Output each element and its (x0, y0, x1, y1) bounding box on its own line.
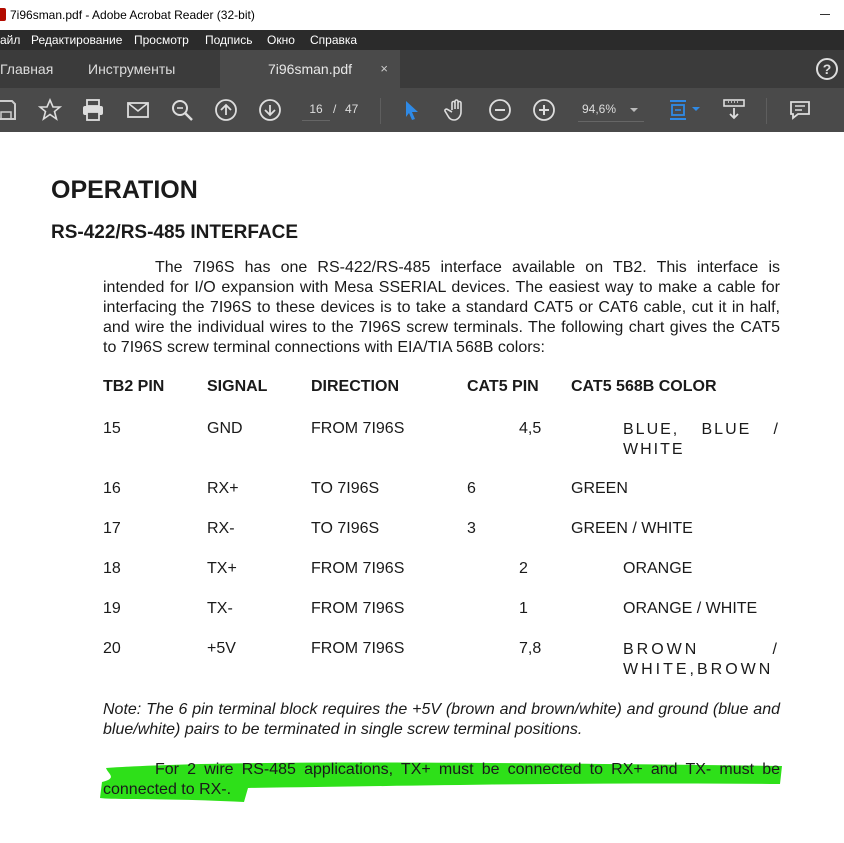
table-cell-color: BLUE, BLUE / WHITE (623, 421, 780, 458)
fit-page-icon[interactable] (666, 98, 690, 122)
table-header-direction: DIRECTION (311, 378, 399, 395)
table-cell-signal: TX- (207, 600, 233, 617)
table-cell-pin: 16 (103, 480, 121, 497)
tab-home[interactable] (0, 50, 72, 88)
table-cell-color: ORANGE (623, 560, 693, 577)
toolbar-divider (380, 98, 381, 124)
table-cell-signal: TX+ (207, 560, 237, 577)
zoom-out-icon[interactable] (488, 98, 512, 122)
zoom-level-select[interactable]: 94,6% (582, 102, 617, 116)
chevron-down-icon[interactable] (630, 108, 638, 112)
zoom-in-icon[interactable] (532, 98, 556, 122)
fit-dropdown-caret-icon[interactable] (692, 107, 700, 111)
print-icon[interactable] (81, 98, 105, 122)
table-cell-direction: FROM 7I96S (311, 640, 405, 657)
table-cell-color: GREEN / WHITE (571, 520, 693, 537)
page-number-input[interactable]: 16 (302, 98, 330, 121)
table-header-cat5-pin: CAT5 PIN (467, 378, 539, 395)
table-cell-cat5: 6 (467, 480, 476, 497)
acrobat-app-icon (0, 8, 6, 21)
table-cell-signal: RX+ (207, 480, 239, 497)
table-cell-signal: RX- (207, 520, 235, 537)
window-titlebar (0, 0, 844, 30)
select-arrow-icon[interactable] (400, 98, 424, 122)
table-cell-direction: TO 7I96S (311, 520, 380, 537)
table-cell-direction: FROM 7I96S (311, 420, 405, 437)
tab-tools[interactable] (88, 50, 208, 88)
menu-file[interactable]: айл (0, 33, 21, 47)
minimize-button[interactable] (820, 14, 830, 15)
table-cell-pin: 17 (103, 520, 121, 537)
scroll-mode-icon[interactable] (722, 98, 746, 122)
window-title: 7i96sman.pdf - Adobe Acrobat Reader (32-bit) (10, 8, 255, 22)
menu-edit[interactable]: Редактирование (31, 33, 123, 47)
section-heading: RS-422/RS-485 INTERFACE (51, 222, 299, 243)
comment-icon[interactable] (788, 98, 812, 122)
highlighted-paragraph: For 2 wire RS-485 applications, TX+ must be connected to RX+ and TX- must be connected to RX-. (103, 761, 780, 798)
tab-document-label: 7i96sman.pdf (268, 61, 353, 77)
menu-sign[interactable]: Подпись (205, 33, 253, 47)
menu-window[interactable]: Окно (267, 33, 295, 47)
table-cell-signal: +5V (207, 640, 236, 657)
table-cell-cat5: 3 (467, 520, 476, 537)
table-cell-cat5: 2 (519, 560, 528, 577)
menu-view[interactable]: Просмотр (134, 33, 189, 47)
table-cell-cat5: 7,8 (519, 640, 542, 657)
note-paragraph: Note: The 6 pin terminal block requires the +5V (brown and brown/white) and ground (blue and blue/white) pairs to be terminated in single screw terminal positions. (103, 701, 780, 738)
tab-home-label: Главная (0, 61, 54, 77)
mail-icon[interactable] (126, 98, 150, 122)
table-cell-pin: 19 (103, 600, 121, 617)
table-header-tb2-pin: TB2 PIN (103, 378, 165, 395)
save-icon[interactable] (0, 98, 18, 122)
page-total: 47 (345, 102, 359, 116)
page-up-icon[interactable] (214, 98, 238, 122)
table-cell-cat5: 4,5 (519, 420, 542, 437)
page-separator: / (333, 102, 337, 116)
table-cell-pin: 18 (103, 560, 121, 577)
table-cell-direction: FROM 7I96S (311, 560, 405, 577)
page-down-icon[interactable] (258, 98, 282, 122)
tab-bar (0, 50, 844, 88)
table-cell-signal: GND (207, 420, 243, 437)
close-tab-icon[interactable]: × (380, 61, 388, 76)
table-cell-direction: TO 7I96S (311, 480, 380, 497)
table-header-signal: SIGNAL (207, 378, 268, 395)
table-cell-color: ORANGE / WHITE (623, 600, 758, 617)
zoom-search-icon[interactable] (170, 98, 194, 122)
tab-document[interactable] (220, 50, 400, 88)
table-cell-color: GREEN (571, 480, 628, 497)
table-cell-cat5: 1 (519, 600, 528, 617)
intro-paragraph: The 7I96S has one RS-422/RS-485 interface available on TB2. This interface is intended for I/O expansion with Mesa SSERIAL devices. The easiest way to make a cable for interfacing the 7I96S to these devices is to take a standard CAT5 or CAT6 cable, cut it in half, and wire the individual wires to the 7I96S screw terminals. The following chart gives the CAT5 to 7I96S screw terminal connections with EIA/TIA 568B colors: (103, 259, 780, 356)
toolbar-divider (766, 98, 767, 124)
tab-tools-label: Инструменты (88, 61, 176, 77)
page-heading: OPERATION (51, 176, 198, 204)
table-cell-pin: 20 (103, 640, 121, 657)
table-cell-color: BROWN / WHITE,BROWN (623, 641, 780, 678)
pdf-page (0, 132, 844, 843)
table-cell-pin: 15 (103, 420, 121, 437)
help-icon[interactable]: ? (816, 58, 838, 80)
menu-help[interactable]: Справка (310, 33, 358, 47)
star-icon[interactable] (38, 98, 62, 122)
zoom-underline (578, 121, 644, 122)
menu-bar (0, 30, 844, 50)
table-cell-direction: FROM 7I96S (311, 600, 405, 617)
hand-icon[interactable] (444, 98, 468, 122)
table-header-color: CAT5 568B COLOR (571, 378, 717, 395)
